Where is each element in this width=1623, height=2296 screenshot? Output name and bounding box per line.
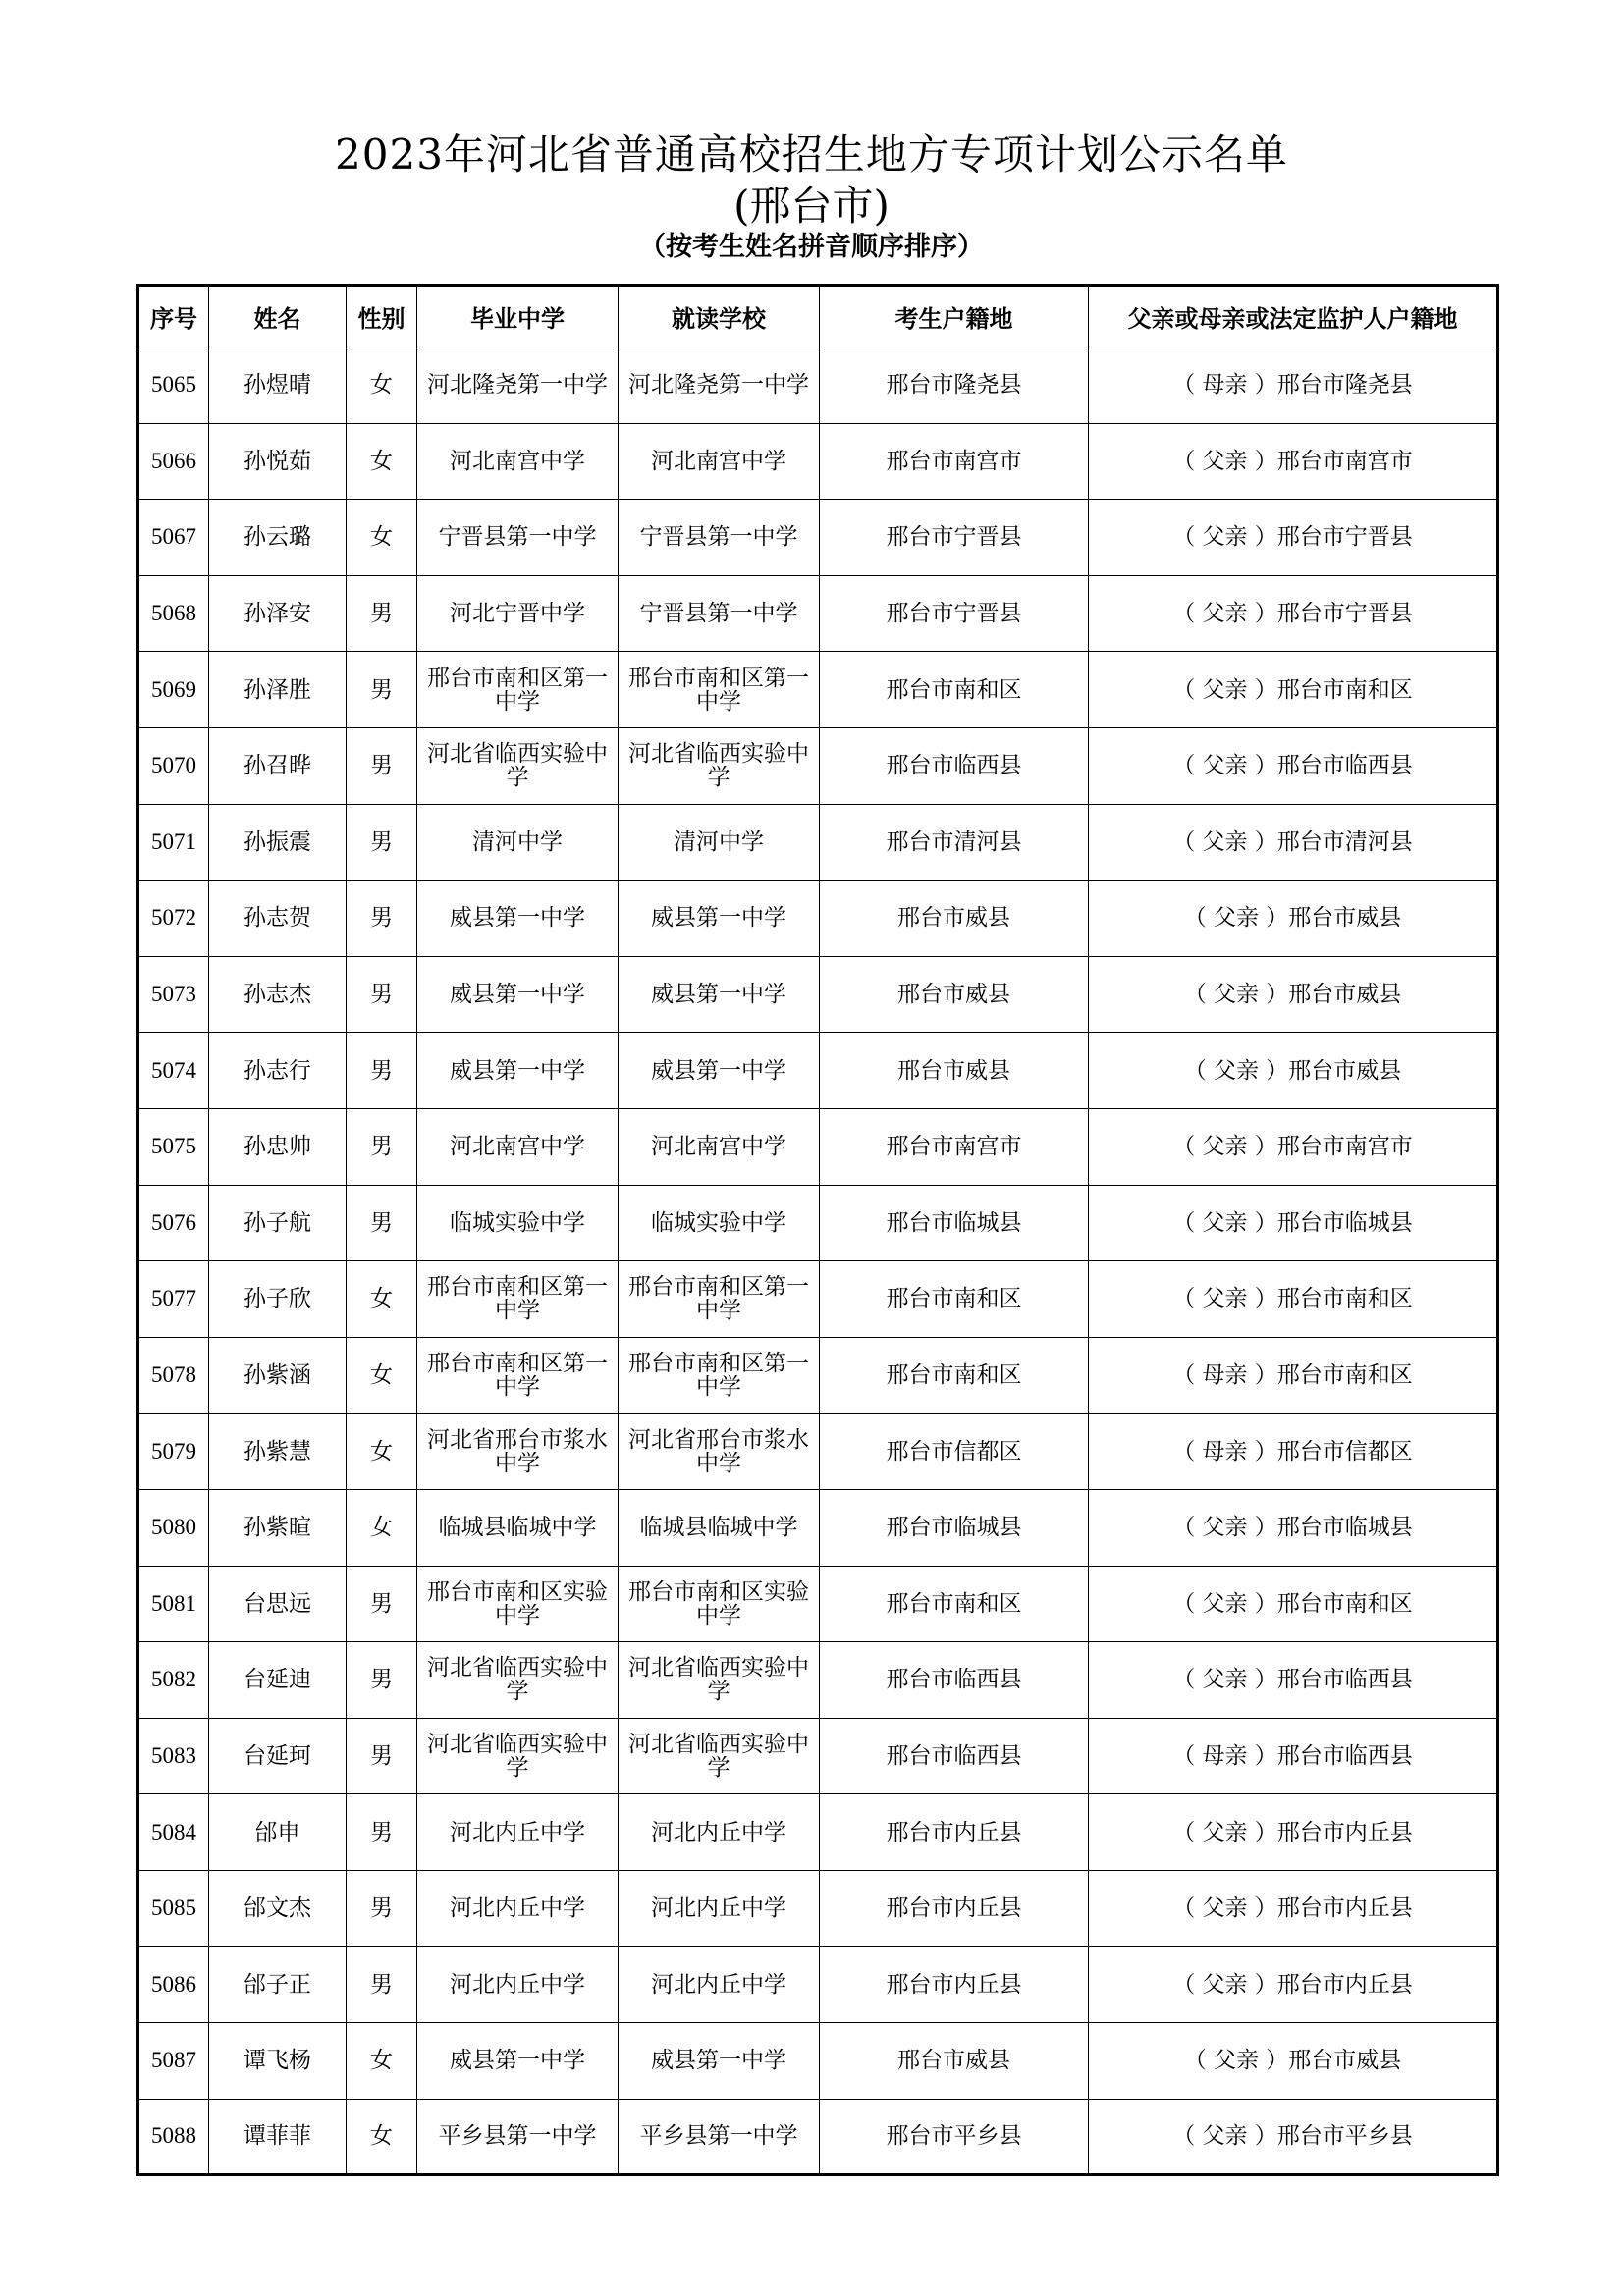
cell-household: 邢台市威县 — [820, 881, 1089, 957]
cell-household: 邢台市宁晋县 — [820, 500, 1089, 576]
table-row — [138, 1337, 1498, 1414]
table-row — [138, 1718, 1498, 1794]
cell-no: 5086 — [138, 1947, 209, 2023]
cell-guardian-household: （ 父亲 ）邢台市威县 — [1089, 881, 1498, 957]
cell-name: 孙煜晴 — [209, 347, 347, 424]
header-study-school: 就读学校 — [619, 286, 820, 347]
cell-name: 孙志杰 — [209, 956, 347, 1033]
cell-no: 5071 — [138, 804, 209, 881]
cell-no: 5084 — [138, 1794, 209, 1871]
cell-household: 邢台市内丘县 — [820, 1870, 1089, 1947]
cell-grad-school: 宁晋县第一中学 — [417, 500, 619, 576]
table-row — [138, 2099, 1498, 2175]
cell-guardian-household: （ 母亲 ）邢台市临西县 — [1089, 1718, 1498, 1794]
cell-grad-school: 河北内丘中学 — [417, 1870, 619, 1947]
cell-gender: 男 — [347, 1870, 417, 1947]
cell-gender: 男 — [347, 956, 417, 1033]
cell-gender: 男 — [347, 1718, 417, 1794]
table-row — [138, 652, 1498, 728]
cell-household: 邢台市南宫市 — [820, 423, 1089, 500]
table-row — [138, 1870, 1498, 1947]
cell-study-school: 清河中学 — [619, 804, 820, 881]
cell-grad-school: 邢台市南和区第一中学 — [417, 1337, 619, 1414]
table-row — [138, 2023, 1498, 2100]
cell-grad-school: 临城实验中学 — [417, 1185, 619, 1261]
cell-guardian-household: （ 母亲 ）邢台市南和区 — [1089, 1337, 1498, 1414]
cell-study-school: 河北内丘中学 — [619, 1794, 820, 1871]
cell-gender: 女 — [347, 1414, 417, 1490]
table-row — [138, 1185, 1498, 1261]
cell-no: 5069 — [138, 652, 209, 728]
cell-guardian-household: （ 父亲 ）邢台市平乡县 — [1089, 2099, 1498, 2175]
cell-study-school: 威县第一中学 — [619, 956, 820, 1033]
document-subtitle: (邢台市) — [733, 182, 890, 230]
cell-name: 孙云璐 — [209, 500, 347, 576]
cell-name: 孙振震 — [209, 804, 347, 881]
cell-guardian-household: （ 父亲 ）邢台市临城县 — [1089, 1185, 1498, 1261]
cell-household: 邢台市临城县 — [820, 1489, 1089, 1566]
table-row — [138, 1033, 1498, 1109]
table-row — [138, 575, 1498, 652]
table-row — [138, 1642, 1498, 1719]
cell-study-school: 临城实验中学 — [619, 1185, 820, 1261]
cell-household: 邢台市宁晋县 — [820, 575, 1089, 652]
cell-grad-school: 威县第一中学 — [417, 881, 619, 957]
cell-grad-school: 邢台市南和区实验中学 — [417, 1566, 619, 1642]
cell-no: 5076 — [138, 1185, 209, 1261]
cell-guardian-household: （ 母亲 ）邢台市隆尧县 — [1089, 347, 1498, 424]
cell-no: 5079 — [138, 1414, 209, 1490]
cell-grad-school: 威县第一中学 — [417, 1033, 619, 1109]
cell-household: 邢台市南和区 — [820, 1261, 1089, 1338]
cell-grad-school: 邢台市南和区第一中学 — [417, 652, 619, 728]
table-row — [138, 804, 1498, 881]
cell-household: 邢台市临城县 — [820, 1185, 1089, 1261]
cell-household: 邢台市信都区 — [820, 1414, 1089, 1490]
cell-gender: 女 — [347, 1337, 417, 1414]
cell-guardian-household: （ 父亲 ）邢台市宁晋县 — [1089, 575, 1498, 652]
table-row — [138, 1489, 1498, 1566]
cell-household: 邢台市清河县 — [820, 804, 1089, 881]
cell-grad-school: 河北南宫中学 — [417, 1108, 619, 1185]
cell-study-school: 河北省临西实验中学 — [619, 1642, 820, 1719]
cell-grad-school: 河北隆尧第一中学 — [417, 347, 619, 424]
cell-guardian-household: （ 父亲 ）邢台市内丘县 — [1089, 1794, 1498, 1871]
cell-guardian-household: （ 父亲 ）邢台市内丘县 — [1089, 1947, 1498, 2023]
cell-household: 邢台市南和区 — [820, 1566, 1089, 1642]
cell-grad-school: 邢台市南和区第一中学 — [417, 1261, 619, 1338]
cell-no: 5083 — [138, 1718, 209, 1794]
cell-name: 孙泽胜 — [209, 652, 347, 728]
cell-guardian-household: （ 父亲 ）邢台市清河县 — [1089, 804, 1498, 881]
cell-name: 谭飞杨 — [209, 2023, 347, 2100]
cell-guardian-household: （ 父亲 ）邢台市南宫市 — [1089, 423, 1498, 500]
cell-study-school: 河北省临西实验中学 — [619, 727, 820, 804]
cell-study-school: 河北南宫中学 — [619, 1108, 820, 1185]
cell-name: 孙悦茹 — [209, 423, 347, 500]
cell-gender: 女 — [347, 500, 417, 576]
cell-study-school: 威县第一中学 — [619, 881, 820, 957]
cell-no: 5072 — [138, 881, 209, 957]
cell-no: 5070 — [138, 727, 209, 804]
cell-guardian-household: （ 父亲 ）邢台市威县 — [1089, 1033, 1498, 1109]
cell-study-school: 河北内丘中学 — [619, 1947, 820, 2023]
cell-grad-school: 河北省临西实验中学 — [417, 727, 619, 804]
table-row — [138, 1108, 1498, 1185]
cell-study-school: 邢台市南和区第一中学 — [619, 1337, 820, 1414]
cell-grad-school: 清河中学 — [417, 804, 619, 881]
cell-grad-school: 河北省临西实验中学 — [417, 1642, 619, 1719]
cell-gender: 女 — [347, 2023, 417, 2100]
cell-no: 5088 — [138, 2099, 209, 2175]
cell-no: 5074 — [138, 1033, 209, 1109]
cell-household: 邢台市威县 — [820, 2023, 1089, 2100]
cell-household: 邢台市临西县 — [820, 727, 1089, 804]
cell-name: 孙志行 — [209, 1033, 347, 1109]
header-name: 姓名 — [209, 286, 347, 347]
cell-guardian-household: （ 父亲 ）邢台市威县 — [1089, 2023, 1498, 2100]
cell-guardian-household: （ 父亲 ）邢台市临城县 — [1089, 1489, 1498, 1566]
cell-grad-school: 威县第一中学 — [417, 2023, 619, 2100]
cell-study-school: 宁晋县第一中学 — [619, 500, 820, 576]
cell-household: 邢台市内丘县 — [820, 1794, 1089, 1871]
cell-gender: 男 — [347, 1108, 417, 1185]
cell-gender: 女 — [347, 347, 417, 424]
table-row — [138, 423, 1498, 500]
cell-no: 5073 — [138, 956, 209, 1033]
cell-gender: 女 — [347, 423, 417, 500]
header-guardian-household: 父亲或母亲或法定监护人户籍地 — [1089, 286, 1498, 347]
table-row — [138, 956, 1498, 1033]
cell-grad-school: 威县第一中学 — [417, 956, 619, 1033]
cell-grad-school: 临城县临城中学 — [417, 1489, 619, 1566]
cell-name: 孙紫暄 — [209, 1489, 347, 1566]
cell-guardian-household: （ 父亲 ）邢台市临西县 — [1089, 727, 1498, 804]
table-row — [138, 1947, 1498, 2023]
cell-name: 邰申 — [209, 1794, 347, 1871]
cell-no: 5065 — [138, 347, 209, 424]
cell-study-school: 邢台市南和区第一中学 — [619, 652, 820, 728]
cell-study-school: 平乡县第一中学 — [619, 2099, 820, 2175]
cell-name: 台思远 — [209, 1566, 347, 1642]
cell-grad-school: 河北宁晋中学 — [417, 575, 619, 652]
cell-no: 5066 — [138, 423, 209, 500]
header-row — [138, 286, 1498, 347]
document-title: 2023年河北省普通高校招生地方专项计划公示名单 — [335, 131, 1288, 179]
header-household: 考生户籍地 — [820, 286, 1089, 347]
cell-name: 谭菲菲 — [209, 2099, 347, 2175]
cell-study-school: 河北内丘中学 — [619, 1870, 820, 1947]
table-row — [138, 881, 1498, 957]
cell-guardian-household: （ 父亲 ）邢台市南和区 — [1089, 1566, 1498, 1642]
cell-name: 孙紫慧 — [209, 1414, 347, 1490]
cell-no: 5087 — [138, 2023, 209, 2100]
cell-gender: 男 — [347, 804, 417, 881]
cell-guardian-household: （ 父亲 ）邢台市南和区 — [1089, 1261, 1498, 1338]
cell-no: 5067 — [138, 500, 209, 576]
cell-name: 台延迪 — [209, 1642, 347, 1719]
cell-name: 孙忠帅 — [209, 1108, 347, 1185]
roster-table — [136, 284, 1499, 2176]
cell-household: 邢台市南宫市 — [820, 1108, 1089, 1185]
cell-no: 5080 — [138, 1489, 209, 1566]
cell-no: 5068 — [138, 575, 209, 652]
cell-name: 孙子航 — [209, 1185, 347, 1261]
cell-name: 孙泽安 — [209, 575, 347, 652]
cell-guardian-household: （ 父亲 ）邢台市威县 — [1089, 956, 1498, 1033]
cell-no: 5082 — [138, 1642, 209, 1719]
table-header — [138, 286, 1498, 347]
cell-gender: 男 — [347, 881, 417, 957]
cell-name: 孙志贺 — [209, 881, 347, 957]
header-no: 序号 — [138, 286, 209, 347]
cell-grad-school: 河北南宫中学 — [417, 423, 619, 500]
cell-study-school: 河北省邢台市浆水中学 — [619, 1414, 820, 1490]
cell-study-school: 河北南宫中学 — [619, 423, 820, 500]
cell-household: 邢台市南和区 — [820, 1337, 1089, 1414]
cell-study-school: 河北省临西实验中学 — [619, 1718, 820, 1794]
cell-gender: 男 — [347, 1947, 417, 2023]
cell-study-school: 临城县临城中学 — [619, 1489, 820, 1566]
cell-name: 孙子欣 — [209, 1261, 347, 1338]
header-grad-school: 毕业中学 — [417, 286, 619, 347]
cell-no: 5078 — [138, 1337, 209, 1414]
cell-guardian-household: （ 父亲 ）邢台市临西县 — [1089, 1642, 1498, 1719]
cell-no: 5075 — [138, 1108, 209, 1185]
cell-gender: 男 — [347, 1033, 417, 1109]
cell-gender: 男 — [347, 652, 417, 728]
cell-guardian-household: （ 父亲 ）邢台市内丘县 — [1089, 1870, 1498, 1947]
cell-household: 邢台市威县 — [820, 1033, 1089, 1109]
table-row — [138, 1261, 1498, 1338]
cell-gender: 男 — [347, 1185, 417, 1261]
cell-study-school: 河北隆尧第一中学 — [619, 347, 820, 424]
table-row — [138, 1566, 1498, 1642]
cell-guardian-household: （ 父亲 ）邢台市南宫市 — [1089, 1108, 1498, 1185]
sort-note: （按考生姓名拼音顺序排序） — [639, 232, 984, 262]
cell-gender: 男 — [347, 1566, 417, 1642]
cell-household: 邢台市临西县 — [820, 1642, 1089, 1719]
cell-name: 孙紫涵 — [209, 1337, 347, 1414]
cell-household: 邢台市临西县 — [820, 1718, 1089, 1794]
cell-no: 5081 — [138, 1566, 209, 1642]
cell-gender: 男 — [347, 1794, 417, 1871]
table-row — [138, 500, 1498, 576]
cell-study-school: 威县第一中学 — [619, 1033, 820, 1109]
cell-name: 台延珂 — [209, 1718, 347, 1794]
cell-guardian-household: （ 母亲 ）邢台市信都区 — [1089, 1414, 1498, 1490]
cell-household: 邢台市南和区 — [820, 652, 1089, 728]
cell-gender: 男 — [347, 727, 417, 804]
cell-grad-school: 河北省邢台市浆水中学 — [417, 1414, 619, 1490]
cell-name: 邰文杰 — [209, 1870, 347, 1947]
cell-guardian-household: （ 父亲 ）邢台市宁晋县 — [1089, 500, 1498, 576]
cell-gender: 女 — [347, 1489, 417, 1566]
cell-grad-school: 河北内丘中学 — [417, 1947, 619, 2023]
cell-study-school: 邢台市南和区第一中学 — [619, 1261, 820, 1338]
cell-household: 邢台市隆尧县 — [820, 347, 1089, 424]
cell-household: 邢台市平乡县 — [820, 2099, 1089, 2175]
table-row — [138, 347, 1498, 424]
table-body — [138, 347, 1498, 2175]
cell-name: 邰子正 — [209, 1947, 347, 2023]
table-row — [138, 727, 1498, 804]
table-row — [138, 1794, 1498, 1871]
cell-grad-school: 河北省临西实验中学 — [417, 1718, 619, 1794]
cell-household: 邢台市内丘县 — [820, 1947, 1089, 2023]
table-row — [138, 1414, 1498, 1490]
cell-study-school: 宁晋县第一中学 — [619, 575, 820, 652]
cell-name: 孙召晔 — [209, 727, 347, 804]
cell-gender: 男 — [347, 575, 417, 652]
cell-gender: 女 — [347, 1261, 417, 1338]
cell-household: 邢台市威县 — [820, 956, 1089, 1033]
cell-study-school: 威县第一中学 — [619, 2023, 820, 2100]
cell-no: 5077 — [138, 1261, 209, 1338]
cell-gender: 男 — [347, 1642, 417, 1719]
cell-grad-school: 平乡县第一中学 — [417, 2099, 619, 2175]
cell-guardian-household: （ 父亲 ）邢台市南和区 — [1089, 652, 1498, 728]
cell-gender: 女 — [347, 2099, 417, 2175]
cell-grad-school: 河北内丘中学 — [417, 1794, 619, 1871]
cell-no: 5085 — [138, 1870, 209, 1947]
header-gender: 性别 — [347, 286, 417, 347]
cell-study-school: 邢台市南和区实验中学 — [619, 1566, 820, 1642]
